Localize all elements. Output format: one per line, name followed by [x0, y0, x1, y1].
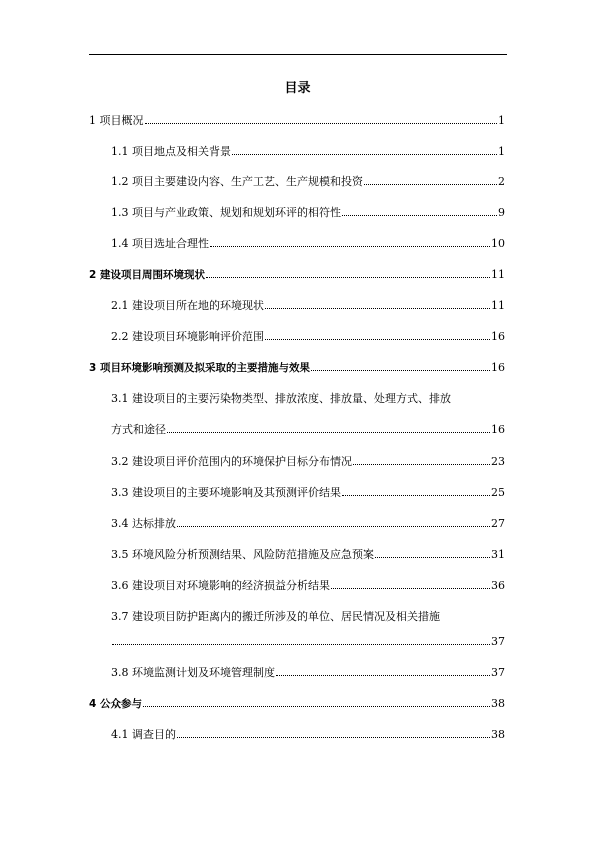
toc-page-number: 11	[491, 268, 505, 281]
leader-dots	[342, 206, 497, 216]
toc-entry-4[interactable]	[89, 697, 505, 711]
toc-label: 3.5 环境风险分析预测结果、风险防范措施及应急预案	[111, 548, 374, 561]
toc-label: 1.2 项目主要建设内容、生产工艺、生产规模和投资	[111, 175, 363, 188]
toc-entry-2-1[interactable]	[111, 299, 505, 313]
toc-label: 2.2 建设项目环境影响评价范围	[111, 330, 264, 343]
leader-dots	[331, 579, 490, 589]
toc-page-number: 1	[498, 114, 505, 127]
toc-label: 2.1 建设项目所在地的环境现状	[111, 299, 264, 312]
toc-entry-3-6[interactable]	[111, 579, 505, 593]
leader-dots	[177, 728, 490, 738]
toc-label: 2 建设项目周围环境现状	[89, 269, 205, 281]
toc-entry-1-1[interactable]	[111, 145, 505, 159]
toc-entry-1-4[interactable]	[111, 237, 505, 251]
toc-entry-2[interactable]	[89, 268, 505, 282]
toc-label: 3.8 环境监测计划及环境管理制度	[111, 666, 275, 679]
leader-dots	[112, 635, 490, 645]
toc-page-number: 25	[491, 486, 505, 499]
toc-label: 1.3 项目与产业政策、规划和规划环评的相符性	[111, 206, 341, 219]
toc-entry-3[interactable]	[89, 361, 505, 375]
leader-dots	[265, 330, 490, 340]
toc-page-number: 37	[491, 666, 505, 679]
leader-dots	[265, 299, 490, 309]
toc-page-number: 16	[491, 361, 505, 374]
leader-dots	[145, 114, 498, 124]
header-rule	[89, 54, 507, 55]
leader-dots	[167, 423, 490, 433]
toc-page-number: 9	[498, 206, 505, 219]
toc-entry-3-4[interactable]	[111, 517, 505, 531]
toc-label: 1.4 项目选址合理性	[111, 237, 209, 250]
leader-dots	[276, 666, 490, 676]
toc-page-number: 31	[491, 548, 505, 561]
toc-label: 3.2 建设项目评价范围内的环境保护目标分布情况	[111, 455, 352, 468]
toc-label: 1.1 项目地点及相关背景	[111, 145, 231, 158]
toc-entry-3-7-line1[interactable]: 3.7 建设项目防护距离内的搬迁所涉及的单位、居民情况及相关措施	[111, 610, 440, 623]
leader-dots	[210, 237, 490, 247]
toc-entry-1[interactable]	[89, 114, 505, 128]
toc-page-number: 36	[491, 579, 505, 592]
toc-entry-1-2[interactable]	[111, 175, 505, 189]
leader-dots	[375, 548, 490, 558]
leader-dots	[143, 697, 490, 707]
toc-label: 3.4 达标排放	[111, 517, 176, 530]
toc-label: 3.3 建设项目的主要环境影响及其预测评价结果	[111, 486, 341, 499]
toc-page-number: 16	[491, 423, 505, 436]
toc-entry-3-7[interactable]	[111, 635, 505, 649]
toc-label: 4 公众参与	[89, 698, 142, 710]
leader-dots	[206, 268, 490, 278]
toc-page-number: 11	[491, 299, 505, 312]
toc-page-number: 2	[498, 175, 505, 188]
page-title: 目录	[284, 81, 311, 96]
toc-page-number: 1	[498, 145, 505, 158]
toc-label: 3 项目环境影响预测及拟采取的主要措施与效果	[89, 362, 310, 374]
leader-dots	[232, 145, 497, 155]
toc-label: 方式和途径	[111, 423, 166, 436]
leader-dots	[177, 517, 490, 527]
toc-page-number: 38	[491, 728, 505, 741]
toc-page-number: 23	[491, 455, 505, 468]
toc-entry-4-1[interactable]	[111, 728, 505, 742]
toc-page-number: 16	[491, 330, 505, 343]
toc-label: 1 项目概况	[89, 114, 144, 127]
toc-entry-3-8[interactable]	[111, 666, 505, 680]
toc-entry-3-1-line1[interactable]: 3.1 建设项目的主要污染物类型、排放浓度、排放量、处理方式、排放	[111, 392, 451, 405]
leader-dots	[342, 486, 490, 496]
toc-page-number: 37	[491, 635, 505, 648]
leader-dots	[353, 455, 490, 465]
toc-entry-3-5[interactable]	[111, 548, 505, 562]
toc-entry-2-2[interactable]	[111, 330, 505, 344]
toc-entry-3-2[interactable]	[111, 455, 505, 469]
leader-dots	[364, 175, 497, 185]
toc-label: 4.1 调查目的	[111, 728, 176, 741]
toc-page-number: 10	[491, 237, 505, 250]
toc-entry-1-3[interactable]	[111, 206, 505, 220]
toc-page-number: 38	[491, 697, 505, 710]
toc-label: 3.6 建设项目对环境影响的经济损益分析结果	[111, 579, 330, 592]
toc-entry-3-3[interactable]	[111, 486, 505, 500]
toc-page-number: 27	[491, 517, 505, 530]
leader-dots	[311, 361, 490, 371]
toc-entry-3-1[interactable]	[111, 423, 505, 437]
